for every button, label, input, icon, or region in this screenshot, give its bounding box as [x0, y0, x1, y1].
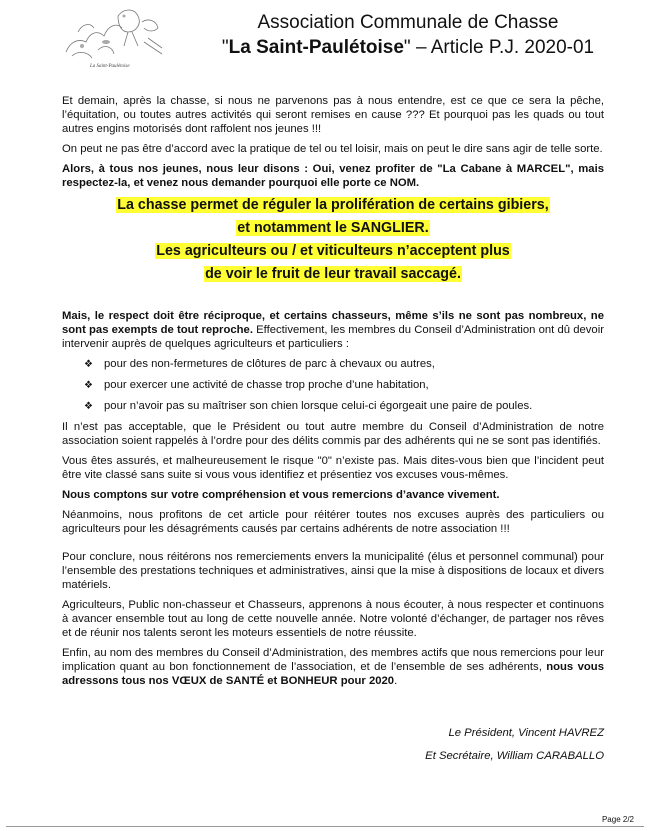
signature-secretary: Et Secrétaire, William CARABALLO	[425, 750, 604, 762]
article-title	[166, 37, 650, 59]
quote-open: "	[221, 37, 229, 58]
paragraph-5: Il n’est pas acceptable, que le Président ou tout autre membre du Conseil d’Administration de notre association soient rappelés à l’ordre pour des délits commis par des adhérents qui ne se sont pas identifiés.	[62, 421, 604, 447]
diamond-bullet-icon: ❖	[84, 380, 93, 391]
highlight-line-2: et notamment le SANGLIER.	[237, 220, 429, 236]
paragraph-2: On peut ne pas être d’accord avec la pratique de tel ou tel loisir, mais on peut le dire sans agir de telle sorte.	[62, 143, 603, 155]
paragraph-4	[62, 309, 604, 351]
association-logo	[58, 2, 168, 72]
article-ref: – Article P.J. 2020-01	[410, 37, 595, 58]
highlight-line-3: Les agriculteurs ou / et viticulteurs n’acceptent plus	[156, 243, 510, 259]
list-item	[84, 357, 604, 372]
list-item-text: pour n’avoir pas su maîtriser son chien lorsque celui-ci égorgeait une paire de poules.	[104, 400, 533, 412]
paragraph-8: Néanmoins, nous profitons de cet article pour réitérer toutes nos excuses auprès des particuliers ou agriculteurs pour les désagréments causés par certains adhérents de notre association !!!	[62, 509, 604, 535]
highlight-block	[62, 196, 604, 283]
paragraph-7: Nous comptons sur votre compréhension et vous remercions d’avance vivement.	[62, 489, 500, 501]
org-name: La Saint-Paulétoise	[228, 37, 404, 58]
paragraph-6: Vous êtes assurés, et malheureusement le risque "0" n’existe pas. Mais dites-vous bien que l’incident peut être vite classé sans suite si vous vous identifiez et présentiez vos excuses vous-mêmes.	[62, 455, 604, 481]
paragraph-11	[62, 646, 604, 688]
paragraph-4-bold: Mais, le respect doit être réciproque, et certains chasseurs, même s’ils ne sont pas nombreux, ne sont pas exempts de tout reproche.	[62, 310, 604, 336]
highlight-line-1: La chasse permet de réguler la prolifération de certains gibiers,	[117, 197, 549, 213]
signature-president: Le Président, Vincent HAVREZ	[448, 727, 604, 739]
quote-close: "	[403, 37, 411, 58]
paragraph-10: Agriculteurs, Public non-chasseur et Chasseurs, apprenons à nous écouter, à nous respecter et continuons à avancer ensemble tout au long de cette nouvelle année. Notre volonté d’échanger, de partager nos rêves et de réunir nos talents seront les moteurs essentiels de notre réussite.	[62, 599, 604, 639]
paragraph-11-bold: nous vous adressons tous nos VŒUX de SANTÉ et BONHEUR pour 2020	[62, 661, 604, 687]
paragraph-4-rest: Effectivement, les membres du Conseil d’Administration ont dû devoir intervenir auprès de quelques agriculteurs et particuliers :	[62, 324, 604, 350]
list-item	[84, 399, 604, 414]
list-item	[84, 378, 604, 393]
paragraph-1: Et demain, après la chasse, si nous ne parvenons pas à nous entendre, est ce que ce sera la pêche, l’équitation, ou toutes autres activités qui seront remises en cause ??? Et pourquoi pas les quads ou tout autres engins motorisés dont raffolent nos jeunes !!!	[62, 95, 604, 135]
page-number: Page 2/2	[601, 815, 634, 824]
footer-divider	[6, 826, 644, 827]
diamond-bullet-icon: ❖	[84, 401, 93, 412]
incident-list	[62, 357, 604, 414]
paragraph-9: Pour conclure, nous réitérons nos remerciements envers la municipalité (élus et personnel communal) pour l’ensemble des prestations techniques et administratives, ainsi que la mise à dispositions de locaux et divers matériels.	[62, 551, 604, 591]
letter-body	[62, 94, 604, 768]
highlight-line-4: de voir le fruit de leur travail saccagé.	[205, 266, 461, 282]
paragraph-11-start: Enfin, au nom des membres du Conseil d’Administration, des membres actifs que nous remercions pour leur implication quant au bon fonctionnement de l’association, et de l’ensemble de ses adhérents,	[62, 647, 604, 673]
paragraph-3: Alors, à tous nos jeunes, nous leur disons : Oui, venez profiter de "La Cabane à MARCEL", mais respectez-la, et venez nous demander pourquoi elle porte ce NOM.	[62, 163, 604, 189]
diamond-bullet-icon: ❖	[84, 359, 93, 370]
list-item-text: pour des non-fermetures de clôtures de parc à chevaux ou autres,	[104, 358, 435, 370]
list-item-text: pour exercer une activité de chasse trop proche d’une habitation,	[104, 379, 429, 391]
signature-block	[62, 722, 604, 768]
logo-caption: La Saint-Paulétoise	[90, 64, 130, 69]
paragraph-11-end: .	[394, 675, 398, 687]
association-title: Association Communale de Chasse	[257, 12, 559, 33]
